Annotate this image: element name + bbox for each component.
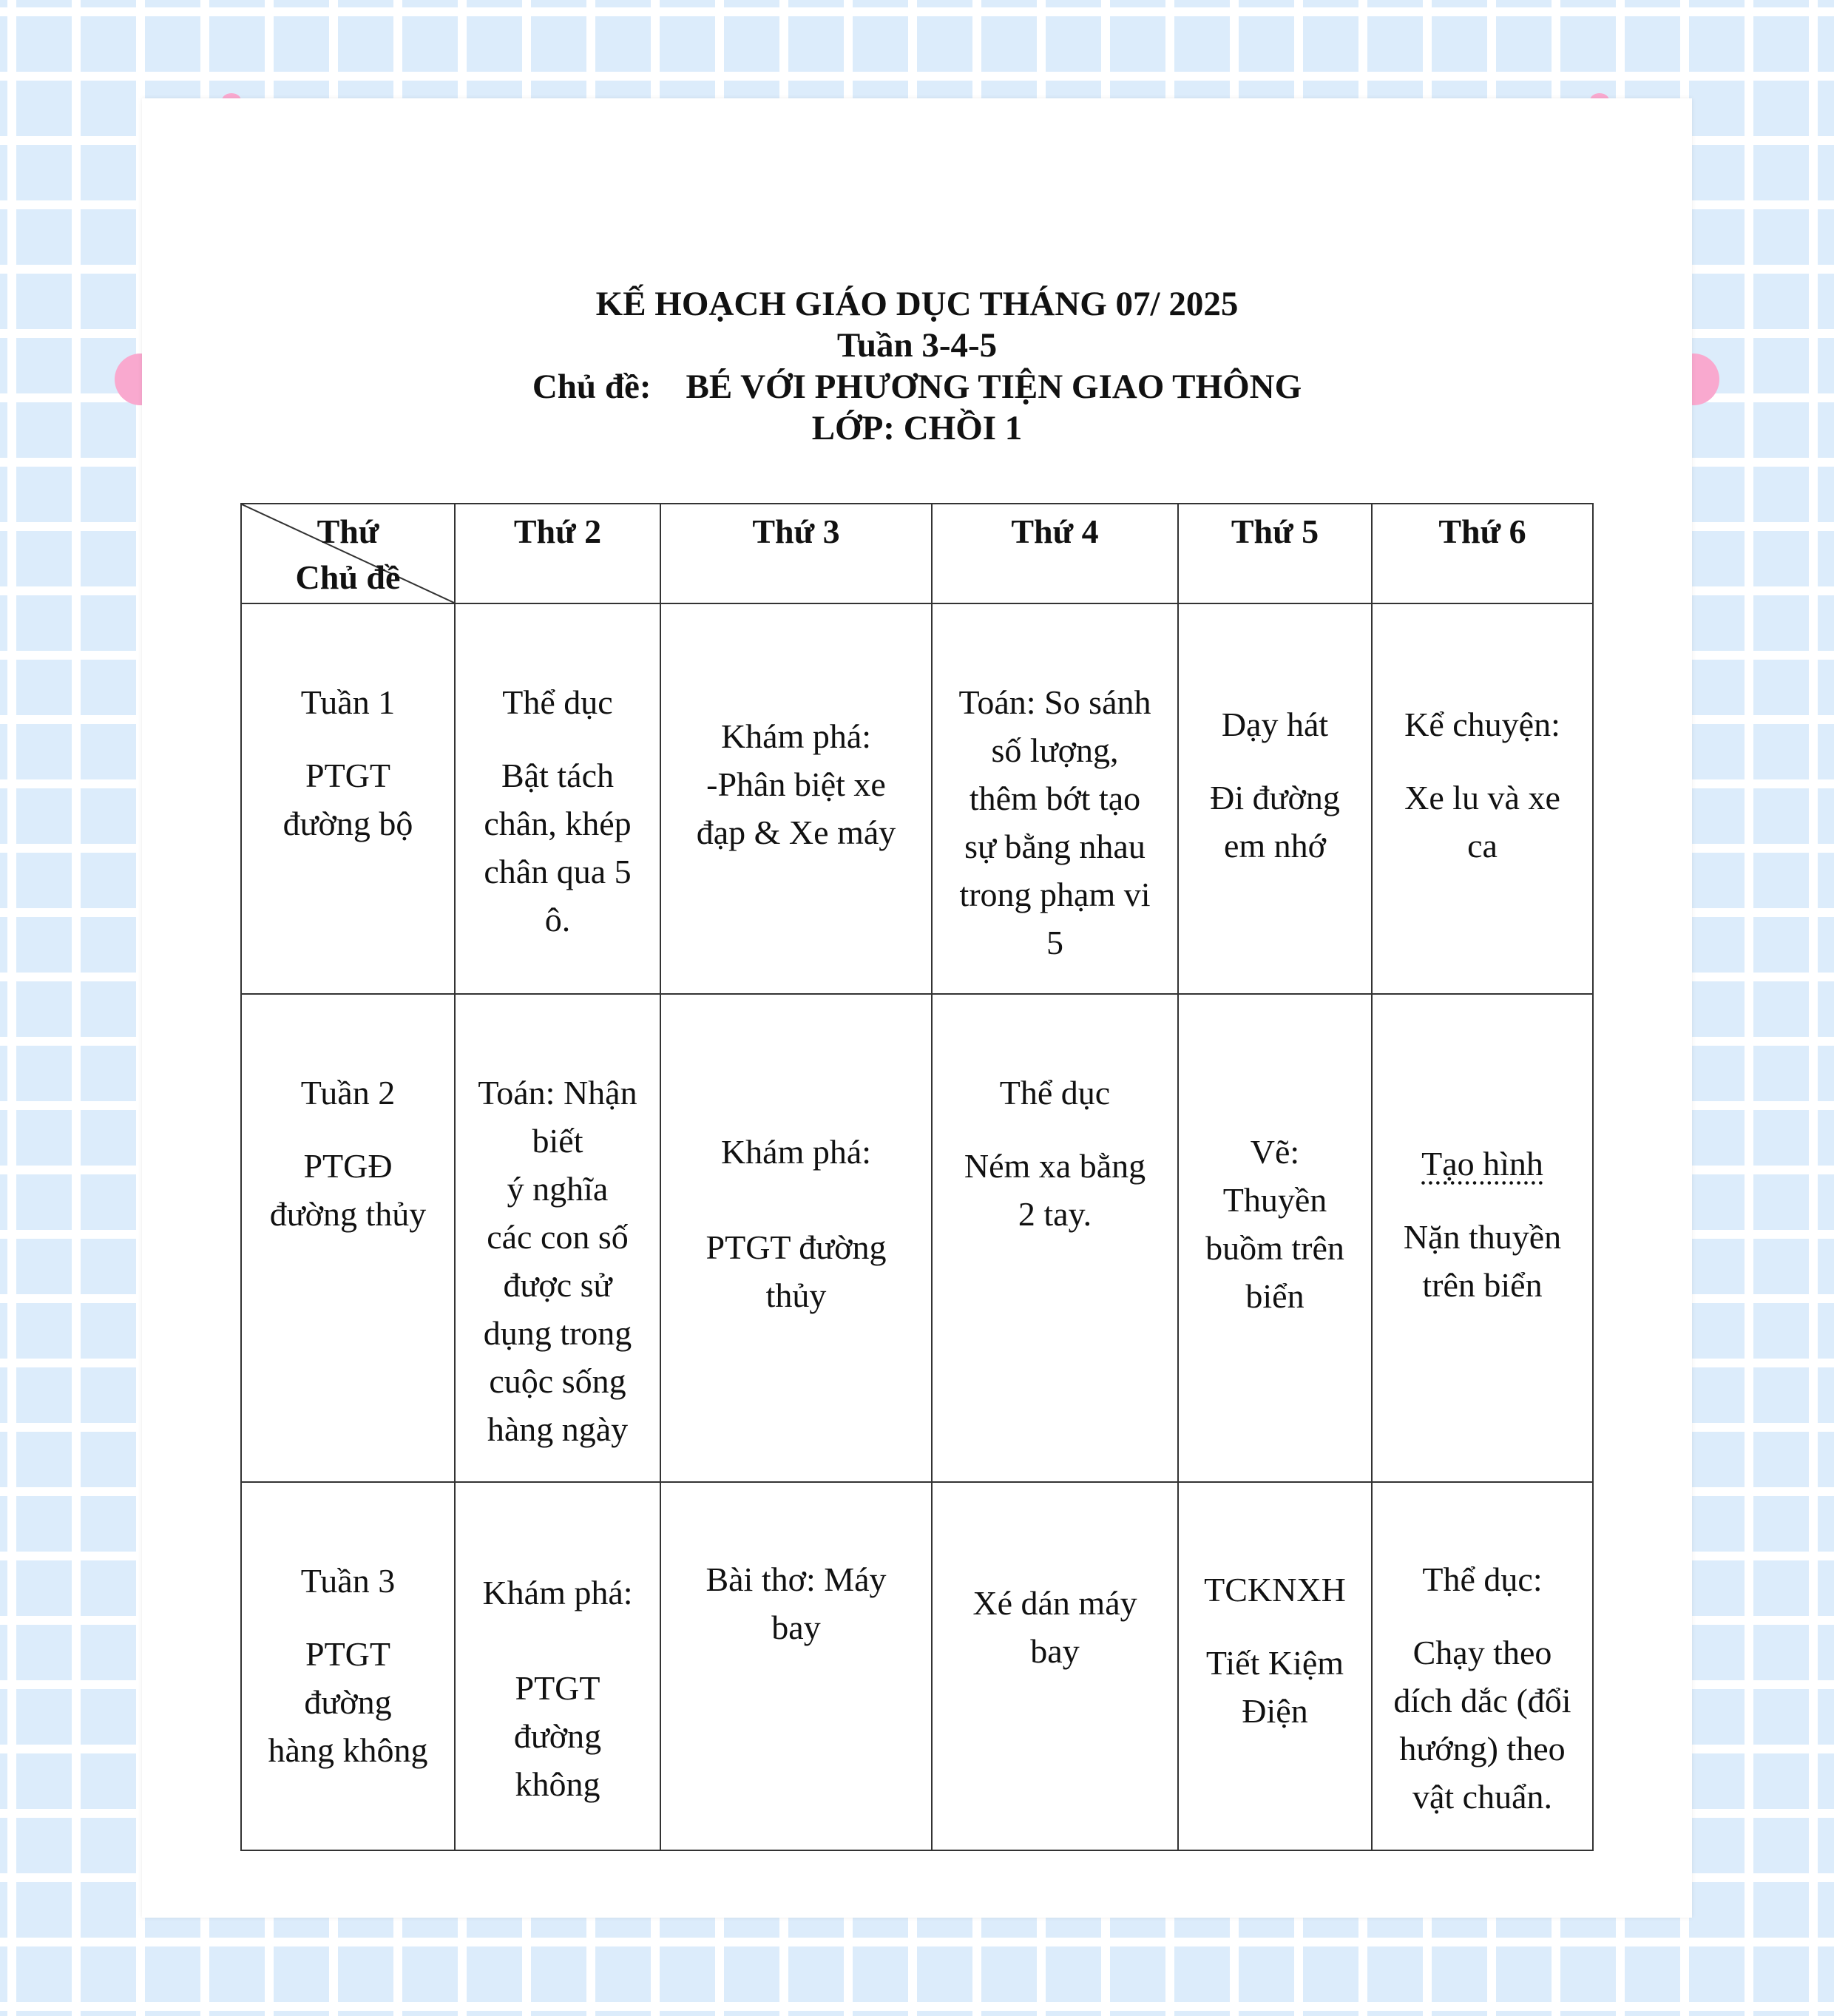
lesson-title: Tạo hình: [1421, 1145, 1543, 1183]
lesson-text: PTGT: [515, 1669, 600, 1707]
lesson-cell: [932, 603, 1178, 994]
lesson-text: hàng ngày: [487, 1410, 629, 1448]
lesson-text: các con số: [487, 1218, 629, 1256]
lesson-cell: [660, 1482, 932, 1850]
lesson-cell: [660, 603, 932, 994]
header-day-3: Thứ 3: [660, 504, 932, 603]
lesson-title: Thể dục:: [1422, 1560, 1543, 1598]
lesson-text: Điện: [1242, 1692, 1308, 1730]
header-day-6: Thứ 6: [1372, 504, 1593, 603]
lesson-cell: [1372, 603, 1593, 994]
week-label: Tuần 1: [300, 683, 396, 721]
lesson-title: Vẽ:: [1250, 1133, 1300, 1171]
lesson-cell: [455, 1482, 660, 1850]
lesson-title: Kể chuyện:: [1404, 706, 1560, 743]
lesson-text: PTGT đường: [705, 1228, 887, 1266]
lesson-text: chân, khép: [484, 805, 632, 842]
lesson-text: hướng) theo: [1399, 1730, 1566, 1768]
lesson-text: biển: [1245, 1277, 1305, 1315]
topic-label: PTGĐ: [303, 1147, 393, 1185]
lesson-cell: [1372, 1482, 1593, 1850]
header-day-4: Thứ 4: [932, 504, 1178, 603]
table-header-row: [241, 504, 1593, 603]
lesson-text: Đi đường: [1210, 779, 1340, 816]
document-title: [142, 283, 1692, 449]
lesson-text: Toán: Nhận: [478, 1074, 637, 1112]
lesson-text: Thuyền: [1222, 1181, 1327, 1219]
title-line-theme: Chủ đề: BÉ VỚI PHƯƠNG TIỆN GIAO THÔNG: [532, 368, 1302, 406]
header-day-2: Thứ 2: [455, 504, 660, 603]
lesson-text: Xe lu và xe: [1404, 779, 1560, 816]
document-page: [142, 98, 1692, 1918]
lesson-text: chân qua 5: [484, 853, 632, 890]
week-label: Tuần 3: [300, 1562, 396, 1600]
lesson-cell: [1178, 603, 1372, 994]
lesson-text: thêm bớt tạo: [969, 779, 1141, 817]
lesson-cell: [1178, 994, 1372, 1482]
lesson-title: Thể dục: [999, 1074, 1111, 1112]
table-row: [241, 994, 1593, 1482]
topic-label: PTGT: [305, 757, 390, 794]
topic-label: đường thủy: [269, 1195, 427, 1233]
lesson-text: số lượng,: [991, 731, 1119, 769]
title-line-weeks: Tuần 3-4-5: [836, 326, 998, 365]
table-row: [241, 603, 1593, 994]
row-header-week-2: [241, 994, 455, 1482]
corner-header-cell: [241, 504, 455, 603]
lesson-text: Bài thơ: Máy: [705, 1560, 887, 1598]
lesson-plan-table: [240, 503, 1594, 1851]
lesson-text: ý nghĩa: [507, 1170, 609, 1208]
header-day-5: Thứ 5: [1178, 504, 1372, 603]
lesson-cell: [660, 994, 932, 1482]
lesson-text: đạp & Xe máy: [696, 813, 896, 851]
topic-label: hàng không: [268, 1731, 428, 1769]
lesson-text: Chạy theo: [1412, 1634, 1552, 1671]
lesson-text: Xé dán máy: [972, 1584, 1137, 1622]
title-line-class: LỚP: CHỒI 1: [811, 409, 1023, 447]
row-header-week-3: [241, 1482, 455, 1850]
lesson-text: sự bằng nhau: [964, 828, 1146, 865]
lesson-text: ô.: [544, 901, 571, 938]
lesson-text: 2 tay.: [1018, 1195, 1092, 1233]
lesson-cell: [1372, 994, 1593, 1482]
lesson-cell: [932, 1482, 1178, 1850]
lesson-title: TCKNXH: [1204, 1571, 1346, 1609]
lesson-title: Thể dục: [502, 683, 613, 721]
lesson-title: Khám phá:: [720, 717, 872, 755]
lesson-text: Toán: So sánh: [958, 683, 1151, 721]
lesson-text: bay: [1030, 1632, 1080, 1670]
topic-label: đường: [304, 1683, 392, 1721]
lesson-text: cuộc sống: [489, 1362, 626, 1400]
topic-label: đường bộ: [282, 805, 413, 842]
lesson-text: thủy: [765, 1276, 827, 1314]
lesson-title: Khám phá:: [720, 1133, 872, 1171]
lesson-text: trên biển: [1422, 1266, 1543, 1304]
lesson-text: dích dắc (đổi: [1393, 1682, 1571, 1719]
lesson-cell: [455, 603, 660, 994]
lesson-text: đường: [513, 1717, 602, 1755]
lesson-cell: [1178, 1482, 1372, 1850]
lesson-cell: [455, 994, 660, 1482]
lesson-text: Bật tách: [501, 757, 614, 794]
lesson-text: dụng trong: [483, 1314, 632, 1352]
lesson-text: -Phân biệt xe: [706, 765, 886, 803]
corner-label-topic: Chủ đề: [295, 558, 401, 596]
lesson-text: không: [515, 1765, 600, 1803]
lesson-text: trong phạm vi: [959, 876, 1151, 913]
lesson-text: bay: [771, 1609, 821, 1646]
lesson-text: buồm trên: [1205, 1229, 1344, 1267]
lesson-text: biết: [532, 1122, 583, 1160]
table-row: [241, 1482, 1593, 1850]
row-header-week-1: [241, 603, 455, 994]
lesson-text: Tiết Kiệm: [1205, 1644, 1344, 1682]
lesson-text: em nhớ: [1223, 827, 1327, 865]
corner-label-day: Thứ: [317, 513, 379, 550]
lesson-text: ca: [1467, 827, 1498, 865]
week-label: Tuần 2: [300, 1074, 396, 1112]
lesson-text: 5: [1046, 924, 1063, 961]
lesson-text: vật chuẩn.: [1412, 1778, 1553, 1816]
lesson-text: Nặn thuyền: [1403, 1218, 1562, 1256]
title-line-plan: KẾ HOẠCH GIÁO DỤC THÁNG 07/ 2025: [595, 285, 1239, 323]
lesson-text: được sử: [503, 1266, 612, 1304]
lesson-title: Dạy hát: [1221, 706, 1329, 743]
lesson-title: Khám phá:: [482, 1574, 633, 1611]
lesson-cell: [932, 994, 1178, 1482]
topic-label: PTGT: [305, 1635, 390, 1673]
lesson-text: Ném xa bằng: [964, 1147, 1146, 1185]
